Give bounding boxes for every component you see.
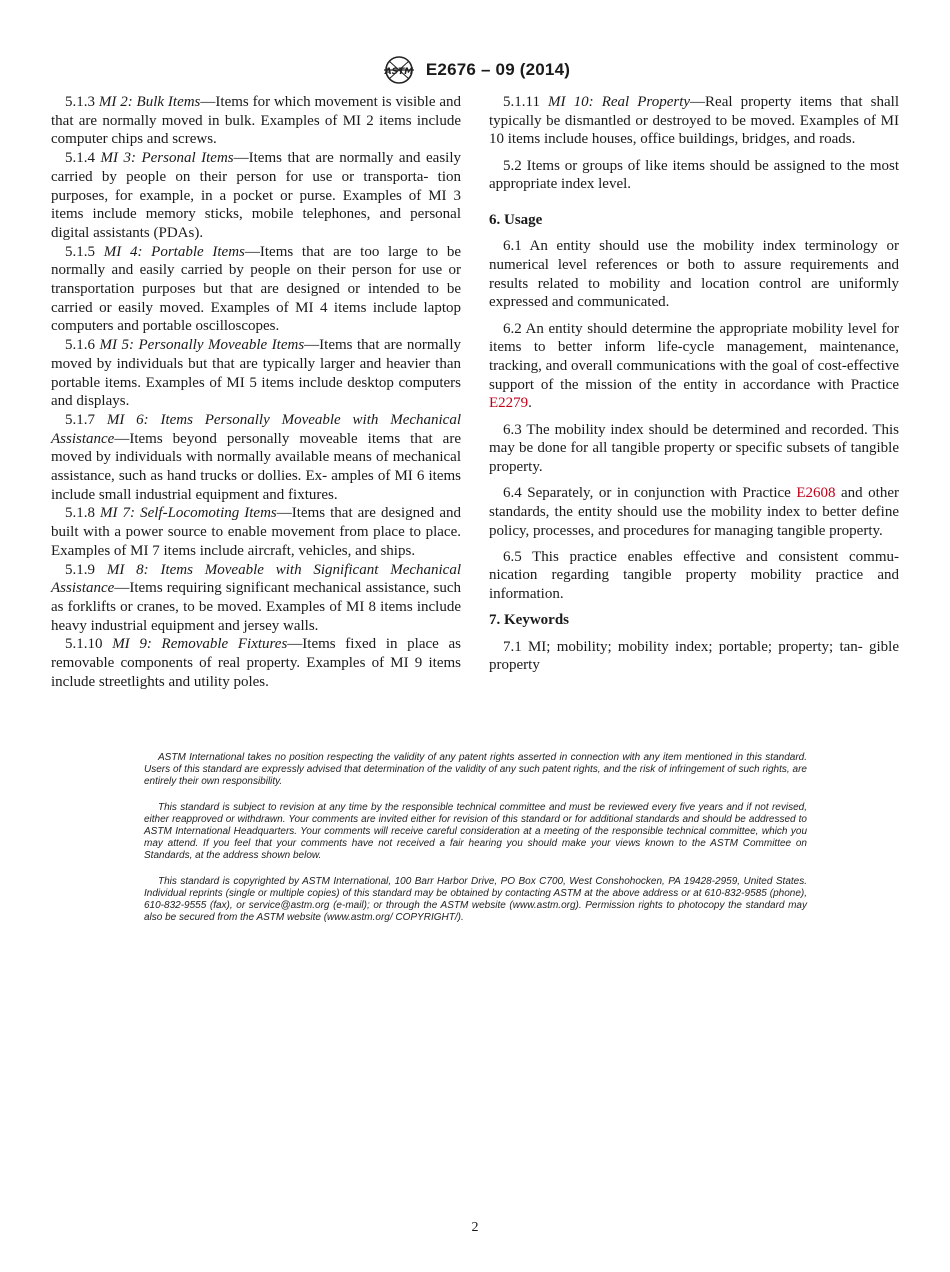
paragraph-5-1-8: 5.1.8 MI 7: Self-Locomoting Items—Items that are designed and built with a power source to enable movement from place to place. Examples of MI 7 items include aircraft, vehicles, and ships.: [51, 505, 461, 559]
paragraph-5-1-11: 5.1.11 MI 10: Real Property—Real property items that shall typically be dismantled or destroyed to be moved. Examples of MI 10 items include houses, office buildings, bridges, and roads.: [489, 94, 900, 148]
left-column: [51, 93, 461, 692]
paragraph-5-1-5: 5.1.5 MI 4: Portable Items—Items that are too large to be normally and easily carried by people on their person for use or transportation purposes but that are designed or intended to be carried or easily moved. Examples of MI 4 items include laptop computers and portable oscilloscopes.: [51, 243, 462, 335]
page-header: [0, 55, 950, 85]
paragraph-5-1-7: 5.1.7 MI 6: Items Personally Moveable with Mechanical Assistance—Items beyond personally moveable items that are moved by individuals with normally available means of mechanical assistance, such as hand trucks or dollies. Ex- amples of MI 6 items include small industrial equipment and fixtures.: [51, 411, 461, 503]
link-e2608[interactable]: E2608: [796, 485, 836, 502]
right-column: [489, 93, 899, 682]
footer-notices: [144, 752, 807, 937]
astm-logo-icon: [380, 54, 418, 86]
svg-text:ASTM: ASTM: [384, 67, 414, 77]
page-number: 2: [471, 1220, 479, 1235]
paragraph-5-1-10: 5.1.10 MI 9: Removable Fixtures—Items fixed in place as removable components of real property. Examples of MI 9 items include streetlights and utility poles.: [51, 636, 461, 690]
paragraph-5-1-3: 5.1.3 MI 2: Bulk Items—Items for which movement is visible and that are normally moved in bulk. Examples of MI 2 items include computer chips and screws.: [51, 94, 462, 148]
paragraph-7-1: 7.1 MI; mobility; mobility index; portable; property; tan- gible property: [489, 638, 899, 674]
paragraph-5-1-6: 5.1.6 MI 5: Personally Moveable Items—Items that are normally moved by individuals but that are typically larger and heavier than portable items. Examples of MI 5 items include desktop computers and displays.: [51, 337, 461, 410]
paragraph-5-1-9: 5.1.9 MI 8: Items Moveable with Significant Mechanical Assistance—Items requiring significant mechanical assistance, such as forklifts or cranes, to be moved. Examples of MI 8 items include heavy industrial equipment and jersey walls.: [51, 561, 462, 634]
section-heading-usage: 6. Usage: [489, 212, 543, 229]
link-e2279[interactable]: E2279: [489, 395, 529, 412]
patent-notice: ASTM International takes no position respecting the validity of any patent rights asserted in connection with any item mentioned in this standard. Users of this standard are expressly advised that determination of the validity of any such patent rights, and the risk of infringement of such rights, are entirely their own responsibility.: [144, 752, 807, 788]
paragraph-6-3: 6.3 The mobility index should be determined and recorded. This may be done for all tangible property or specific subsets of tangible property.: [489, 421, 899, 475]
revision-notice: This standard is subject to revision at any time by the responsible technical committee and must be reviewed every five years and if not revised, either reapproved or withdrawn. Your comments are invited either for revision of this standard or for additional standards and should be addressed to ASTM International Headquarters. Your comments will receive careful consideration at a meeting of the responsible technical committee, which you may attend. If you feel that your comments have not received a fair hearing you should make your views known to the ASTM Committee on Standards, at the address shown below.: [144, 801, 807, 862]
copyright-notice: This standard is copyrighted by ASTM International, 100 Barr Harbor Drive, PO Box C700, West Conshohocken, PA 19428-2959, United States. Individual reprints (single or multiple copies) of this standard may be obtained by contacting ASTM at the above address or at 610-832-9585 (phone), 610-832-9555 (fax), or service@astm.org (e-mail); or through the ASTM website (www.astm.org). Permission rights to photocopy the standard may also be secured from the ASTM website (www.astm.org/ COPYRIGHT/).: [144, 875, 807, 924]
paragraph-6-1: 6.1 An entity should use the mobility index terminology or numerical level references or both to assure requirements and results related to mobility and location control are uniformly expressed and communicated.: [489, 238, 899, 311]
paragraph-6-5: 6.5 This practice enables effective and consistent commu- nication regarding tangible property mobility practice and information.: [489, 548, 899, 603]
section-heading-keywords: 7. Keywords: [489, 612, 569, 629]
paragraph-5-1-4: 5.1.4 MI 3: Personal Items—Items that are normally and easily carried by people on their person for use or transporta- tion purposes, for example, in a pocket or purse. Examples of MI 3 items include memory sticks, mobile telephones, and personal digital assistants (PDAs).: [51, 150, 462, 241]
paragraph-6-2: 6.2 An entity should determine the appropriate mobility level for items to better inform life-cycle management, maintenance, tracking, and overall communications with the goal of cost-effective support of the mission of the entity in accordance with Practice E2279.: [489, 320, 900, 412]
paragraph-5-2: 5.2 Items or groups of like items should be assigned to the most appropriate index level.: [489, 157, 899, 193]
paragraph-6-4: 6.4 Separately, or in conjunction with Practice E2608 and other standards, the entity should use the mobility index to better define policy, processes, and procedures for managing tangible property.: [489, 485, 900, 539]
standard-designation: E2676 – 09 (2014): [425, 60, 571, 79]
